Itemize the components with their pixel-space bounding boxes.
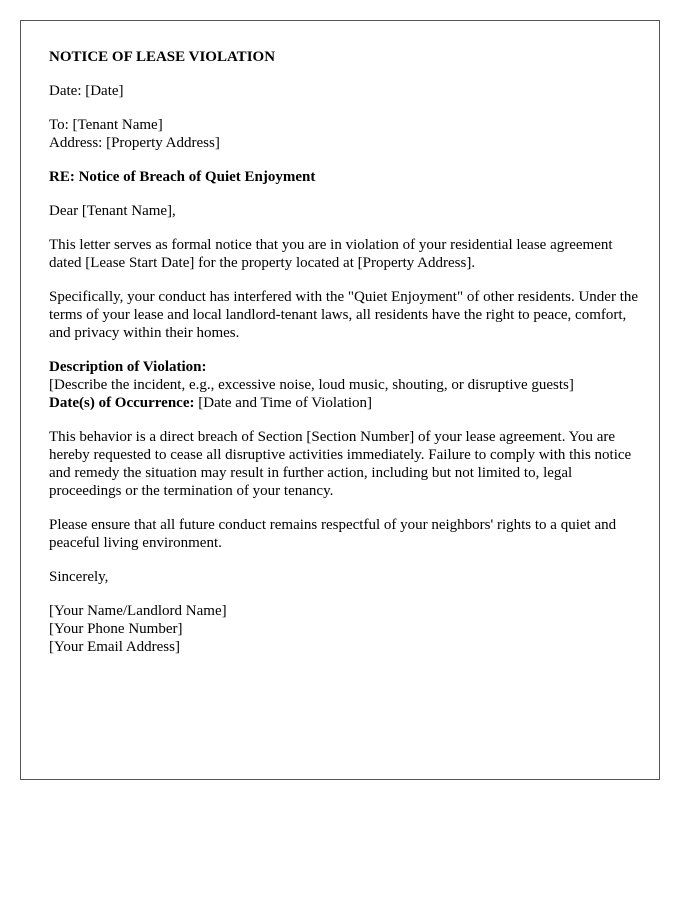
letter-content bbox=[49, 48, 639, 672]
occurrence-text: [Date and Time of Violation] bbox=[194, 395, 373, 411]
signature-email: [Your Email Address] bbox=[49, 639, 180, 655]
address-line: Address: [Property Address] bbox=[49, 135, 220, 151]
violation-text: [Describe the incident, e.g., excessive noise, loud music, shouting, or disruptive guests] bbox=[49, 377, 574, 393]
violation-label: Description of Violation: bbox=[49, 359, 207, 375]
signature-phone: [Your Phone Number] bbox=[49, 621, 183, 637]
paragraph-breach: This behavior is a direct breach of Section [Section Number] of your lease agreement. You are hereby requested to cease all disruptive activities immediately. Failure to comply with this notice and remedy the situation may result in further action, including but not limited to, legal proceedings or the termination of your tenancy. bbox=[49, 429, 632, 499]
letter-title: NOTICE OF LEASE VIOLATION bbox=[49, 49, 276, 65]
paragraph-quiet-enjoyment: Specifically, your conduct has interfered with the "Quiet Enjoyment" of other residents. Under the terms of your lease and local landlord-tenant laws, all residents have the right to peace, comfort, and privacy within their homes. bbox=[49, 289, 639, 341]
paragraph-request: Please ensure that all future conduct remains respectful of your neighbors' rights to a quiet and peaceful living environment. bbox=[49, 517, 617, 551]
to-line: To: [Tenant Name] bbox=[49, 117, 163, 133]
subject-line: RE: Notice of Breach of Quiet Enjoyment bbox=[49, 169, 316, 185]
paragraph-notice: This letter serves as formal notice that you are in violation of your residential lease agreement dated [Lease Start Date] for the property located at [Property Address]. bbox=[49, 237, 613, 271]
date-line: Date: [Date] bbox=[49, 83, 124, 99]
violation-block bbox=[49, 358, 639, 412]
signature-name: [Your Name/Landlord Name] bbox=[49, 603, 227, 619]
recipient-block bbox=[49, 116, 639, 152]
letter-page bbox=[20, 20, 660, 780]
closing: Sincerely, bbox=[49, 569, 109, 585]
occurrence-label: Date(s) of Occurrence: bbox=[49, 395, 195, 411]
signature-block bbox=[49, 602, 639, 656]
occurrence-line bbox=[49, 394, 639, 412]
salutation: Dear [Tenant Name], bbox=[49, 203, 176, 219]
